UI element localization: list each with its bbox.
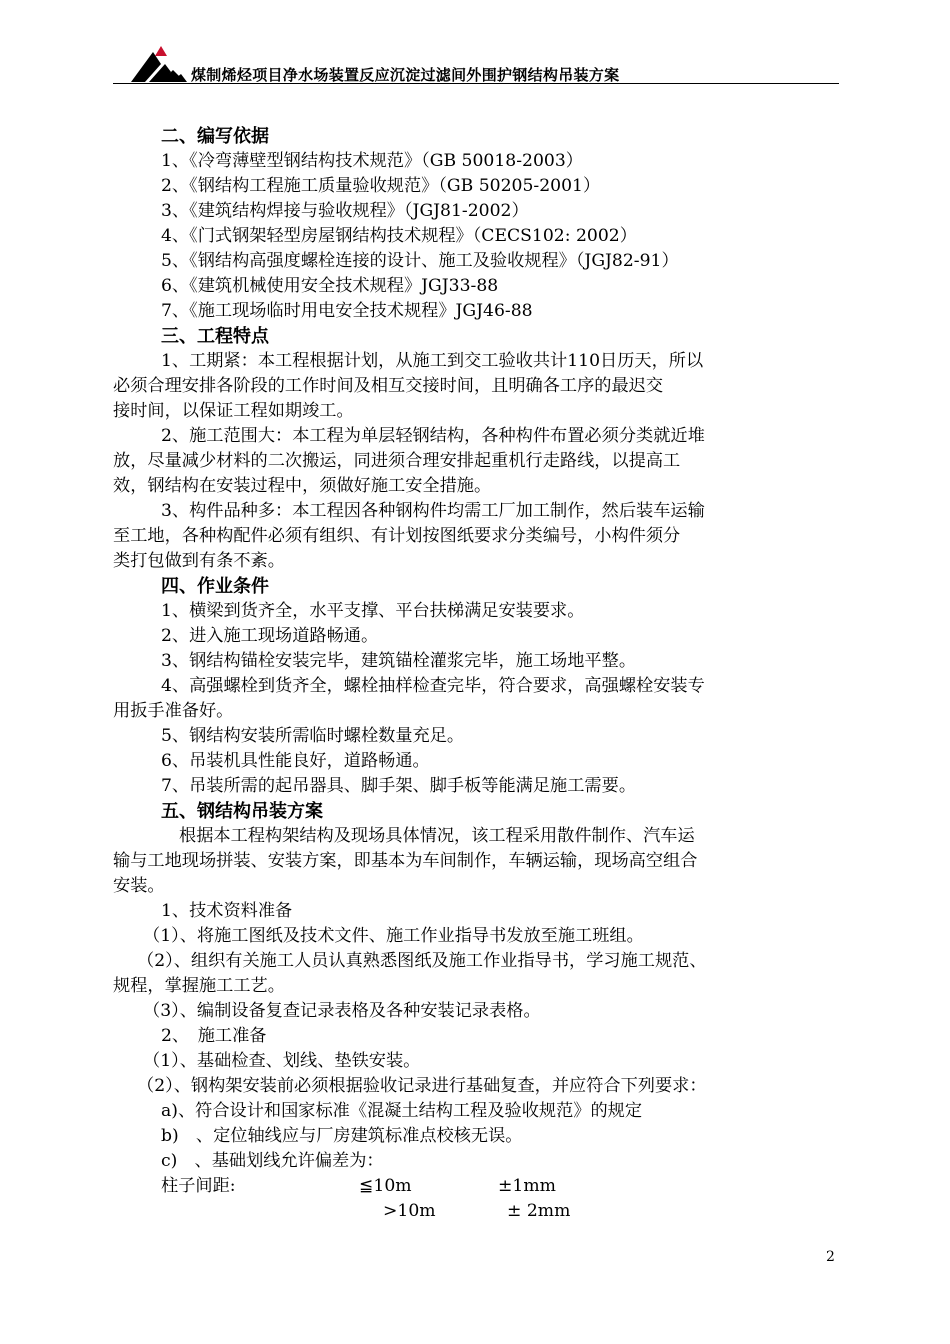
condition-item: 7、吊装所需的起吊器具、脚手架、脚手板等能满足施工需要。 — [161, 776, 637, 796]
prep-item: （1）、将施工图纸及技术文件、施工作业指导书发放至施工班组。 — [143, 926, 644, 946]
prep-item: 规程，掌握施工工艺。 — [113, 976, 285, 996]
paragraph-line: 3、构件品种多：本工程因各种钢构件均需工厂加工制作，然后装车运输 — [161, 501, 705, 521]
subsection-heading: 1、技术资料准备 — [161, 901, 293, 921]
tolerance-range: ≦10m — [359, 1176, 412, 1196]
condition-item: 5、钢结构安装所需临时螺栓数量充足。 — [161, 726, 465, 746]
tolerance-value: ±1mm — [498, 1176, 556, 1196]
tolerance-range: >10m — [383, 1201, 436, 1221]
section-heading: 三、工程特点 — [161, 326, 269, 347]
condition-item: 6、吊装机具性能良好，道路畅通。 — [161, 751, 430, 771]
tolerance-row — [113, 1174, 853, 1199]
paragraph-line: 效，钢结构在安装过程中，须做好施工安全措施。 — [113, 476, 492, 496]
prep-item: （1）、基础检查、划线、垫铁安装。 — [143, 1051, 421, 1071]
condition-item: 4、高强螺栓到货齐全，螺栓抽样检查完毕，符合要求，高强螺栓安装专 — [161, 676, 705, 696]
tolerance-value: ± 2mm — [507, 1201, 571, 1221]
prep-item: （2）、钢构架安装前必须根据验收记录进行基础复查，并应符合下列要求： — [137, 1076, 707, 1096]
prep-item: （2）、组织有关施工人员认真熟悉图纸及施工作业指导书，学习施工规范、 — [137, 951, 707, 971]
tolerance-label: 柱子间距: — [161, 1176, 236, 1196]
reference-item: 4、《门式钢架轻型房屋钢结构技术规程》（CECS102: 2002） — [161, 226, 637, 246]
subsection-heading: 2、 施工准备 — [161, 1026, 267, 1046]
reference-item: 5、《钢结构高强度螺栓连接的设计、施工及验收规程》（JGJ82-91） — [161, 251, 679, 271]
section-heading: 二、编写依据 — [161, 126, 269, 147]
page-header — [113, 42, 839, 86]
paragraph-line: 根据本工程构架结构及现场具体情况，该工程采用散件制作、汽车运 — [179, 826, 695, 846]
paragraph-line: 安装。 — [113, 876, 165, 896]
document-header-title: 煤制烯烃项目净水场装置反应沉淀过滤间外围护钢结构吊装方案 — [191, 66, 620, 84]
page-number: 2 — [826, 1249, 835, 1265]
condition-item: 3、钢结构锚栓安装完毕，建筑锚栓灌浆完毕，施工场地平整。 — [161, 651, 637, 671]
document-body — [113, 124, 853, 1224]
section-heading: 五、钢结构吊装方案 — [161, 801, 323, 822]
paragraph-line: 1、工期紧：本工程根据计划，从施工到交工验收共计110日历天，所以 — [161, 351, 704, 371]
header-divider — [113, 83, 839, 84]
reference-item: 7、《施工现场临时用电安全技术规程》JGJ46-88 — [161, 301, 533, 321]
reference-item: 3、《建筑结构焊接与验收规程》（JGJ81-2002） — [161, 201, 529, 221]
requirement-item: c) 、基础划线允许偏差为： — [161, 1151, 384, 1171]
condition-item: 用扳手准备好。 — [113, 701, 234, 721]
company-logo-icon — [131, 42, 195, 84]
reference-item: 1、《冷弯薄壁型钢结构技术规范》（GB 50018-2003） — [161, 151, 583, 171]
reference-item: 6、《建筑机械使用安全技术规程》JGJ33-88 — [161, 276, 499, 296]
paragraph-line: 类打包做到有条不紊。 — [113, 551, 285, 571]
paragraph-line: 输与工地现场拼装、安装方案，即基本为车间制作，车辆运输，现场高空组合 — [113, 851, 698, 871]
requirement-item: b) 、定位轴线应与厂房建筑标准点校核无误。 — [161, 1126, 523, 1146]
condition-item: 2、进入施工现场道路畅通。 — [161, 626, 379, 646]
condition-item: 1、横梁到货齐全，水平支撑、平台扶梯满足安装要求。 — [161, 601, 585, 621]
requirement-item: a)、符合设计和国家标准《混凝土结构工程及验收规范》的规定 — [161, 1101, 643, 1121]
paragraph-line: 放，尽量减少材料的二次搬运，同进须合理安排起重机行走路线，以提高工 — [113, 451, 681, 471]
prep-item: （3）、编制设备复查记录表格及各种安装记录表格。 — [143, 1001, 541, 1021]
tolerance-row — [113, 1199, 853, 1224]
paragraph-line: 接时间，以保证工程如期竣工。 — [113, 401, 354, 421]
paragraph-line: 必须合理安排各阶段的工作时间及相互交接时间，且明确各工序的最迟交 — [113, 376, 664, 396]
section-heading: 四、作业条件 — [161, 576, 269, 597]
reference-item: 2、《钢结构工程施工质量验收规范》（GB 50205-2001） — [161, 176, 601, 196]
paragraph-line: 至工地，各种构配件必须有组织、有计划按图纸要求分类编号，小构件须分 — [113, 526, 681, 546]
paragraph-line: 2、施工范围大：本工程为单层轻钢结构，各种构件布置必须分类就近堆 — [161, 426, 705, 446]
